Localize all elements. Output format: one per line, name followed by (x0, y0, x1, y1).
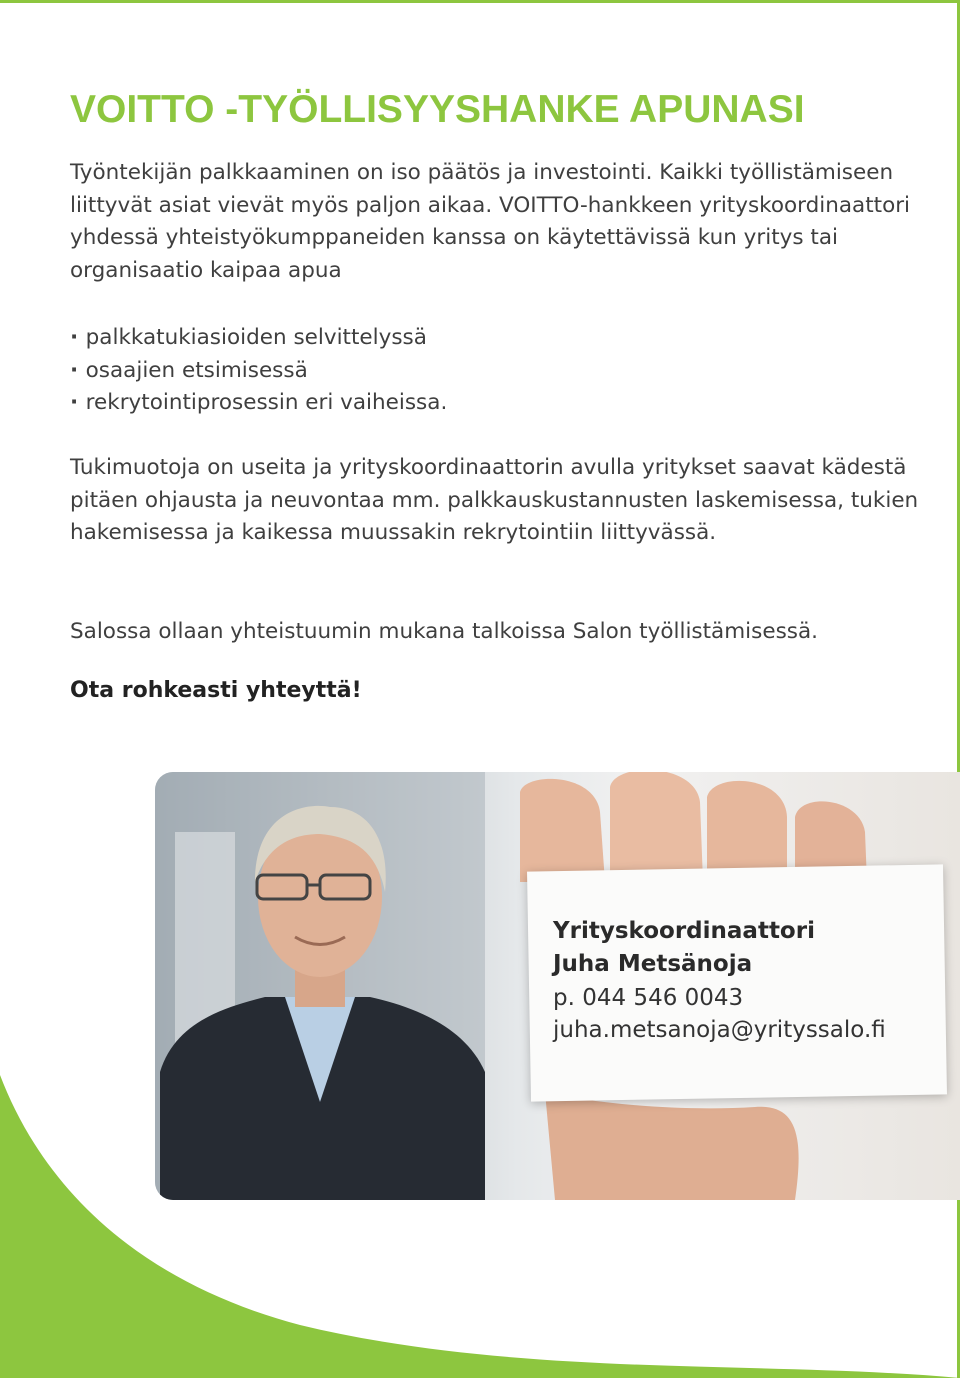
contact-role: Yrityskoordinaattori (553, 918, 815, 944)
business-card (527, 864, 947, 1101)
call-to-action: Ota rohkeasti yhteyttä! (70, 678, 362, 703)
intro-paragraph: Työntekijän palkkaaminen on iso päätös ja investointi. Kaikki työllistämiseen liittyvät asiat vievät myös paljon aikaa. VOITTO-hankkeen yrityskoordinaattori yhdessä yhteistyökumppaneiden kanssa on käytettävissä kun yritys tai organisaatio kaipaa apua (70, 160, 911, 283)
contact-email[interactable]: juha.metsanoja@yrityssalo.fi (553, 1017, 886, 1043)
page-title: VOITTO -TYÖLLISYYSHANKE APUNASI (70, 88, 805, 131)
list-item: · osaajien etsimisessä (70, 355, 447, 388)
contact-phone: p. 044 546 0043 (553, 985, 744, 1011)
salo-paragraph: Salossa ollaan yhteistuumin mukana talkoissa Salon työllistämisessä. (70, 619, 818, 644)
contact-name: Juha Metsänoja (553, 951, 753, 977)
support-paragraph: Tukimuotoja on useita ja yrityskoordinaattorin avulla yritykset saavat kädestä pitäen ohjausta ja neuvontaa mm. palkkauskustannusten laskemisessa, tukien hakemisessa ja kaikessa muussakin rekrytointiin liittyvässä. (70, 455, 919, 546)
help-list (70, 322, 447, 420)
list-item: · palkkatukiasioiden selvittelyssä (70, 322, 447, 355)
list-item: · rekrytointiprosessin eri vaiheissa. (70, 387, 447, 420)
